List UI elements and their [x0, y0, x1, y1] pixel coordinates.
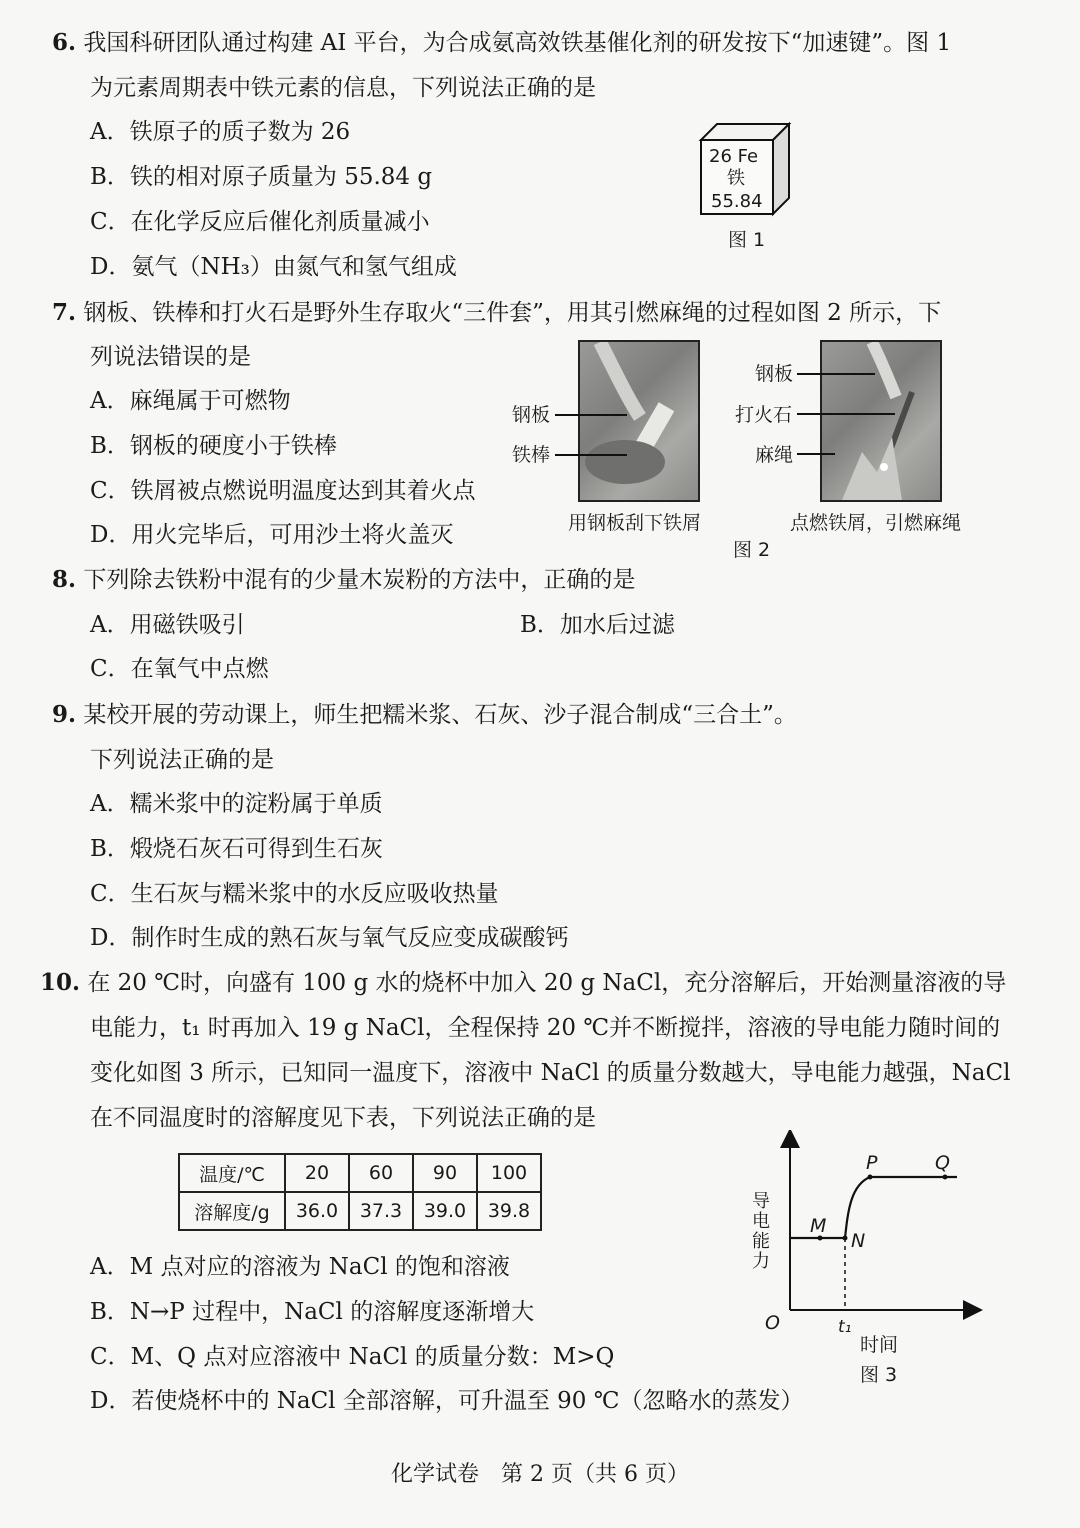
page-footer: 化学试卷 第 2 页（共 6 页）: [391, 1462, 689, 1487]
q6-option-c: C．在化学反应后催化剂质量减小: [90, 209, 430, 235]
table-cell: 溶解度/g: [179, 1192, 285, 1230]
fig3-label-p: P: [866, 1152, 878, 1174]
q10-option-b: B．N→P 过程中，NaCl 的溶解度逐渐增大: [90, 1299, 535, 1325]
q7-line2: 列说法错误的是: [90, 344, 251, 370]
q10-line2: 电能力，t₁ 时再加入 19 g NaCl，全程保持 20 ℃并不断搅拌，溶液的导电能力随时间的: [90, 1015, 1001, 1041]
q9-option-d: D．制作时生成的熟石灰与氧气反应变成碳酸钙: [90, 925, 569, 951]
q6-line2: 为元素周期表中铁元素的信息，下列说法正确的是: [90, 75, 596, 101]
q10-line1: 10. 在 20 ℃时，向盛有 100 g 水的烧杯中加入 20 g NaCl，充分溶解后，开始测量溶液的导: [40, 969, 1007, 996]
table-cell: 60: [349, 1154, 413, 1192]
table-cell: 100: [477, 1154, 541, 1192]
q9-line1: 9. 某校开展的劳动课上，师生把糯米浆、石灰、沙子混合制成“三合土”。: [52, 701, 797, 728]
q10-line4: 在不同温度时的溶解度见下表，下列说法正确的是: [90, 1105, 596, 1131]
q10-option-d: D．若使烧杯中的 NaCl 全部溶解，可升温至 90 ℃（忽略水的蒸发）: [90, 1388, 804, 1414]
fig2-left-leader-lines: [555, 405, 635, 465]
point-n: [843, 1236, 848, 1241]
fig2-left-caption: 用钢板刮下铁屑: [568, 512, 702, 534]
q6-option-d: D．氨气（NH₃）由氮气和氢气组成: [90, 254, 457, 280]
point-q: [943, 1175, 948, 1180]
q10-option-a: A．M 点对应的溶液为 NaCl 的饱和溶液: [90, 1254, 510, 1280]
figure-3-caption: 图 3: [860, 1364, 898, 1386]
fig3-x-axis-label: 时间: [860, 1334, 899, 1356]
fig3-y-axis-label: 导电能力: [752, 1191, 770, 1272]
q7-option-b: B．钢板的硬度小于铁棒: [90, 433, 337, 459]
q9-option-c: C．生石灰与糯米浆中的水反应吸收热量: [90, 881, 499, 907]
q6-line1: 6. 我国科研团队通过构建 AI 平台，为合成氨高效铁基催化剂的研发按下“加速键”。图 1: [52, 29, 952, 56]
q10-option-c: C．M、Q 点对应溶液中 NaCl 的质量分数：M>Q: [90, 1344, 615, 1370]
fig3-label-m: M: [810, 1215, 827, 1237]
fig1-atomic-mass: 55.84: [711, 191, 763, 212]
q8-option-c: C．在氧气中点燃: [90, 656, 269, 682]
q7-option-c: C．铁屑被点燃说明温度达到其着火点: [90, 478, 476, 504]
figure-1-caption: 图 1: [728, 229, 766, 251]
figure-2-caption: 图 2: [733, 539, 771, 561]
fig1-atomic-number-symbol: 26 Fe: [709, 146, 759, 167]
fig3-origin-label: O: [765, 1312, 780, 1334]
q8-option-a: A．用磁铁吸引: [90, 612, 245, 638]
q9-option-b: B．煅烧石灰石可得到生石灰: [90, 836, 383, 862]
fig2-right-leader-lines: [795, 364, 905, 464]
fig2-right-label-steel: 钢板: [755, 363, 794, 385]
fig2-right-caption: 点燃铁屑，引燃麻绳: [790, 512, 962, 534]
fig3-label-n: N: [851, 1230, 866, 1252]
q8-option-b: B．加水后过滤: [520, 612, 675, 638]
fig1-element-name: 铁: [727, 168, 745, 189]
fig2-left-label-steel: 钢板: [512, 404, 551, 426]
point-p: [868, 1175, 873, 1180]
q10-line3: 变化如图 3 所示，已知同一温度下，溶液中 NaCl 的质量分数越大，导电能力越强，NaCl: [90, 1060, 1011, 1086]
q6-option-b: B．铁的相对原子质量为 55.84 g: [90, 164, 433, 190]
q7-option-a: A．麻绳属于可燃物: [90, 388, 291, 414]
table-cell: 36.0: [285, 1192, 349, 1230]
table-cell: 39.8: [477, 1192, 541, 1230]
q9-option-a: A．糯米浆中的淀粉属于单质: [90, 791, 383, 817]
table-cell: 37.3: [349, 1192, 413, 1230]
table-cell: 温度/℃: [179, 1154, 285, 1192]
table-cell: 20: [285, 1154, 349, 1192]
solubility-table: [178, 1153, 542, 1231]
fig2-right-label-flint: 打火石: [735, 404, 793, 426]
table-cell: 39.0: [413, 1192, 477, 1230]
fig2-right-label-rope: 麻绳: [755, 444, 794, 466]
q7-option-d: D．用火完毕后，可用沙土将火盖灭: [90, 522, 454, 548]
q6-option-a: A．铁原子的质子数为 26: [90, 119, 351, 145]
table-row: [179, 1154, 541, 1192]
table-cell: 90: [413, 1154, 477, 1192]
q9-line2: 下列说法正确的是: [90, 747, 274, 773]
q7-line1: 7. 钢板、铁棒和打火石是野外生存取火“三件套”，用其引燃麻绳的过程如图 2 所示，下: [52, 299, 942, 326]
fig3-t1-label: t₁: [838, 1317, 852, 1337]
fig2-left-label-rod: 铁棒: [512, 444, 551, 466]
fig3-label-q: Q: [935, 1152, 950, 1174]
q8-line1: 8. 下列除去铁粉中混有的少量木炭粉的方法中，正确的是: [52, 566, 636, 593]
table-row: [179, 1192, 541, 1230]
